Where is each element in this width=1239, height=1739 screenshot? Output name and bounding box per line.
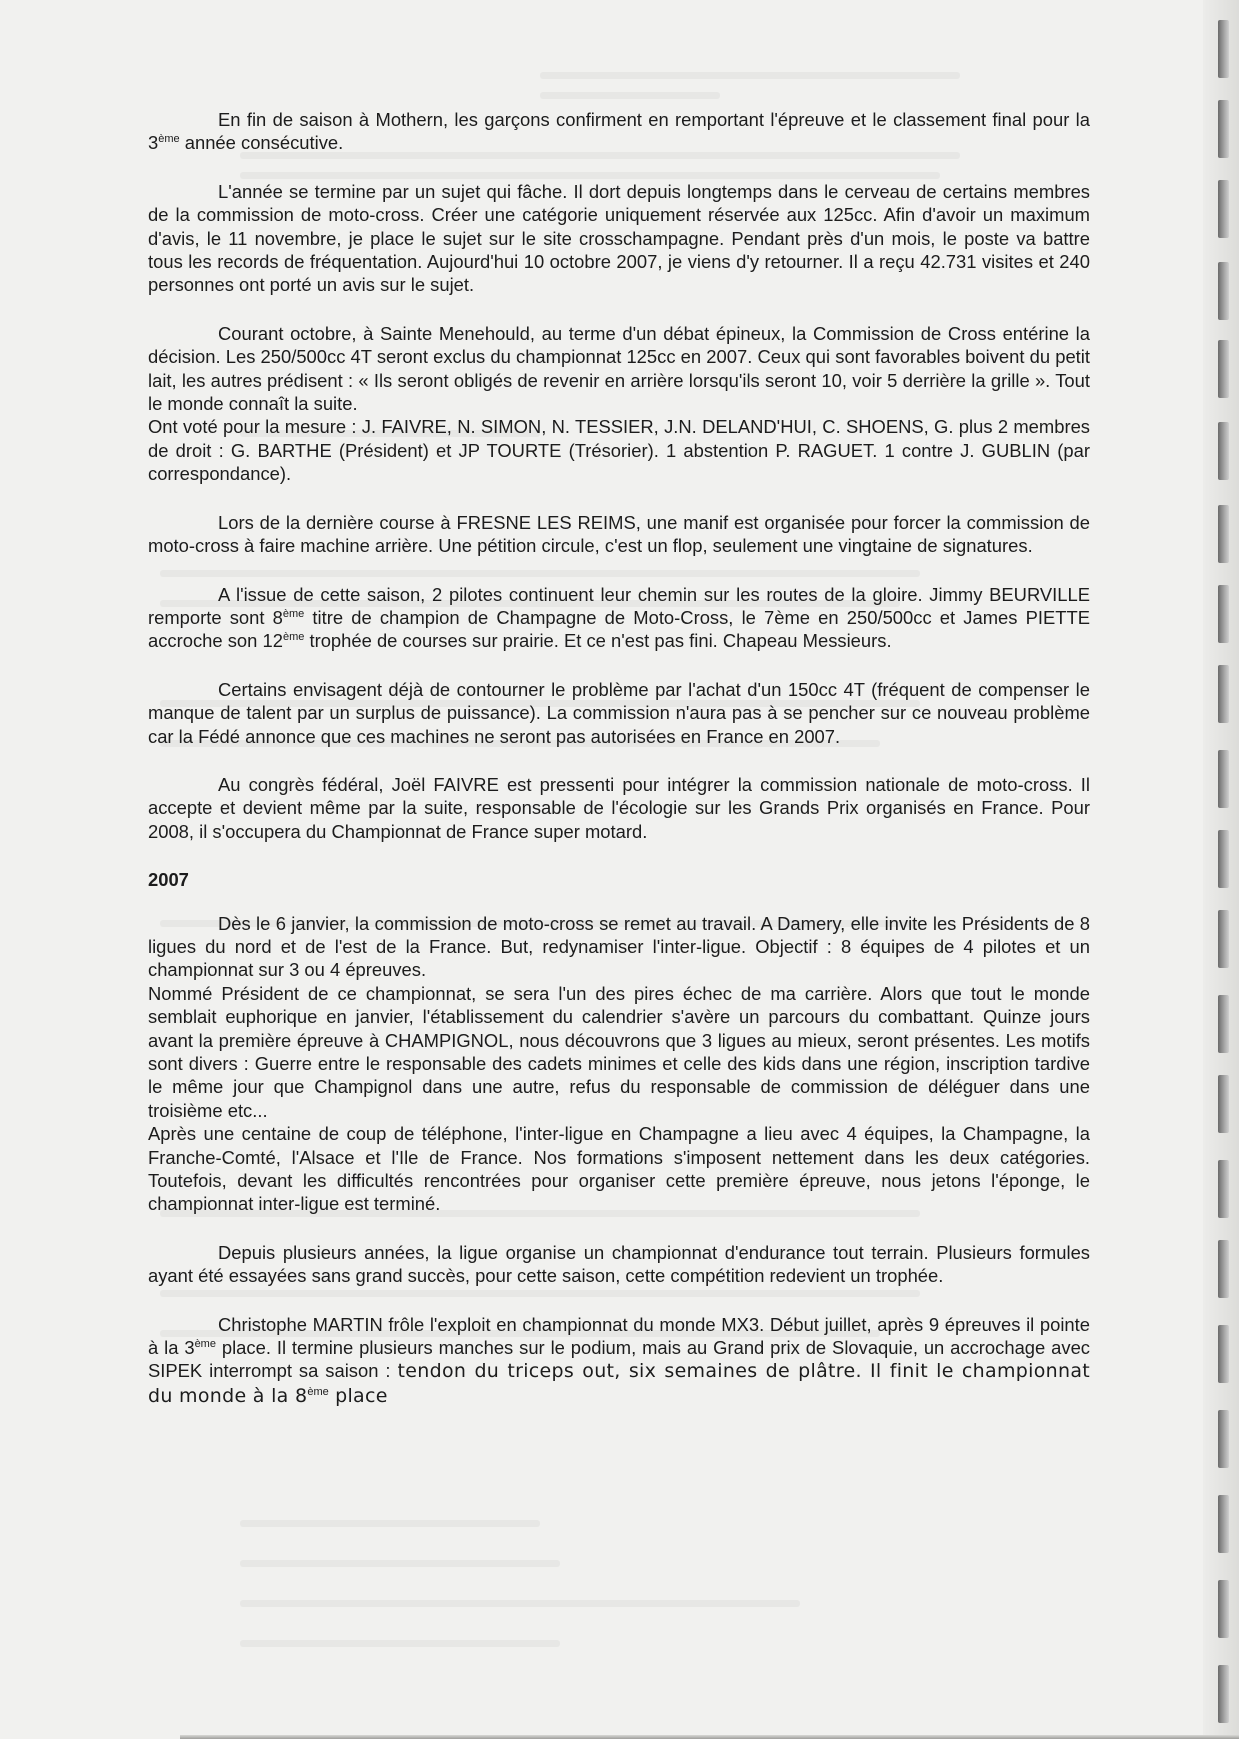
paragraph	[148, 583, 1090, 653]
binding-hole	[1218, 750, 1229, 808]
paragraph	[148, 511, 1090, 558]
paragraph	[148, 322, 1090, 416]
binding-hole	[1218, 180, 1229, 238]
binding-hole	[1218, 1665, 1229, 1723]
text-run: L'année se termine par un sujet qui fâche. Il dort depuis longtemps dans le cerveau de certains membres de la commission de moto-cross. Créer une catégorie uniquement réservée aux 125cc. Afin d'avoir un maximum d'avis, le 11 novembre, je place le sujet sur le site crosschampagne. Pendant près d'un mois, le poste va battre tous les records de fréquentation. Aujourd'hui 10 octobre 2007, je viens d'y retourner. Il a reçu 42.731 visites et 240 personnes ont porté un avis sur le sujet.	[148, 180, 1090, 296]
paragraph-continuation: Après une centaine de coup de téléphone, l'inter-ligue en Champagne a lieu avec 4 équipes, la Champagne, la Franche-Comté, l'Alsace et l'Ile de France. Nos formations s'imposent nettement dans les deux catégories. Toutefois, devant les difficultés rencontrées pour organiser cette première épreuve, nous jetons l'éponge, le championnat inter-ligue est terminé.	[148, 1123, 1090, 1215]
binding-hole	[1218, 665, 1229, 723]
binding-hole	[1218, 830, 1229, 888]
document-body	[148, 108, 1090, 1433]
binding-hole	[1218, 1160, 1229, 1218]
superscript: ème	[282, 607, 305, 620]
text-run: Depuis plusieurs années, la ligue organise un championnat d'endurance tout terrain. Plusieurs formules ayant été essayées sans grand succès, pour cette saison, cette compétition redevient un trophée.	[148, 1241, 1090, 1287]
binding-hole	[1218, 505, 1229, 563]
text-run: trophée de courses sur prairie. Et ce n'est pas fini. Chapeau Messieurs.	[304, 630, 892, 652]
text-run: Courant octobre, à Sainte Menehould, au terme d'un débat épineux, la Commission de Cross entérine la décision. Les 250/500cc 4T seront exclus du championnat 125cc en 2007. Ceux qui sont favorables boivent du petit lait, les autres prédisent : « Ils seront obligés de revenir en arrière lorsqu'ils seront 10, voir 5 derrière la grille ». Tout le monde connaît la suite.	[148, 322, 1090, 415]
text-run: Christophe MARTIN frôle l'exploit en championnat du monde MX3. Début juillet, après 9 épreuves il pointe à la 3	[148, 1313, 1090, 1359]
binding-hole	[1218, 910, 1229, 968]
binding-hole	[1218, 585, 1229, 643]
paragraph	[148, 108, 1090, 155]
paragraph	[148, 773, 1090, 843]
binding-hole	[1218, 995, 1229, 1053]
paragraph-group	[148, 322, 1090, 486]
text-run: Dès le 6 janvier, la commission de moto-cross se remet au travail. A Damery, elle invite les Présidents de 8 ligues du nord et de l'est de la France. But, redynamiser l'inter-ligue. Objectif : 8 équipes de 4 pilotes et un championnat sur 3 ou 4 épreuves.	[148, 912, 1090, 981]
text-run: titre de champion de Champagne de Moto-Cross, le 7ème en 250/500cc et James PIETTE accroche son 12	[148, 606, 1090, 652]
binding-hole	[1218, 100, 1229, 158]
text-run: En fin de saison à Mothern, les garçons confirment en remportant l'épreuve et le classement final pour la 3	[148, 109, 1090, 154]
superscript: ème	[307, 1385, 329, 1398]
paragraph	[148, 678, 1090, 748]
text-run: Lors de la dernière course à FRESNE LES REIMS, une manif est organisée pour forcer la commission de moto-cross à faire machine arrière. Une pétition circule, c'est un flop, seulement une vingtaine de signatures.	[148, 511, 1090, 557]
binding-hole	[1218, 422, 1229, 480]
text-run: Certains envisagent déjà de contourner le problème par l'achat d'un 150cc 4T (fréquent de compenser le manque de talent par un surplus de puissance). La commission n'aura pas à se pencher sur ce nouveau problème car la Fédé annonce que ces machines ne seront pas autorisées en France en 2007.	[148, 678, 1090, 747]
binding-hole	[1218, 1075, 1229, 1133]
binding-hole	[1218, 340, 1229, 398]
paragraph-continuation: Ont voté pour la mesure : J. FAIVRE, N. SIMON, N. TESSIER, J.N. DELAND'HUI, C. SHOENS, G. plus 2 membres de droit : G. BARTHE (Président) et JP TOURTE (Trésorier). 1 abstention P. RAGUET. 1 contre J. GUBLIN (par correspondance).	[148, 416, 1090, 485]
paragraph-continuation: Nommé Président de ce championnat, se sera l'un des pires échec de ma carrière. Alors que tout le monde semblait euphorique en janvier, l'établissement du calendrier s'avère un parcours du combattant. Quinze jours avant la première épreuve à CHAMPIGNOL, nous découvrons que 3 ligues au mieux, seront présentes. Les motifs sont divers : Guerre entre le responsable des cadets minimes et celle des kids dans une région, inscription tardive le même jour que Champignol dans une autre, refus du responsable de commission de déléguer dans une troisième etc...	[148, 982, 1090, 1121]
text-run: tendon du triceps out, six semaines de plâtre. Il finit le championnat du monde à la 8	[148, 1360, 1091, 1407]
year-heading: 2007	[148, 869, 189, 891]
binding-hole	[1218, 1410, 1229, 1468]
superscript: ème	[282, 631, 305, 644]
binding-hole	[1218, 262, 1229, 320]
text-run: place	[328, 1384, 388, 1407]
text-run: place. Il termine plusieurs manches sur le podium, mais au Grand prix de Slovaquie, un accrochage avec SIPEK interrompt sa saison :	[148, 1337, 1090, 1382]
paragraph	[148, 912, 1090, 982]
text-run: Au congrès fédéral, Joël FAIVRE est pressenti pour intégrer la commission nationale de moto-cross. Il accepte et devient même par la suite, responsable de l'écologie sur les Grands Prix organisés en France. Pour 2008, il s'occupera du Championnat de France super motard.	[148, 773, 1090, 842]
binding-hole	[1218, 20, 1229, 78]
binding-hole	[1218, 1495, 1229, 1553]
binding-hole	[1218, 1325, 1229, 1383]
text-run: année consécutive.	[179, 132, 344, 154]
superscript: ème	[194, 1338, 216, 1351]
binding-strip	[1203, 0, 1239, 1739]
paragraph	[148, 180, 1090, 297]
superscript: ème	[158, 133, 180, 146]
page-bottom-edge	[180, 1735, 1239, 1739]
paragraph	[148, 1241, 1090, 1288]
binding-hole	[1218, 1240, 1229, 1298]
paragraph-group	[148, 912, 1090, 1216]
paragraph	[148, 1313, 1090, 1409]
binding-hole	[1218, 1580, 1229, 1638]
text-run: A l'issue de cette saison, 2 pilotes continuent leur chemin sur les routes de la gloire. Jimmy BEURVILLE remporte sont 8	[148, 583, 1090, 628]
